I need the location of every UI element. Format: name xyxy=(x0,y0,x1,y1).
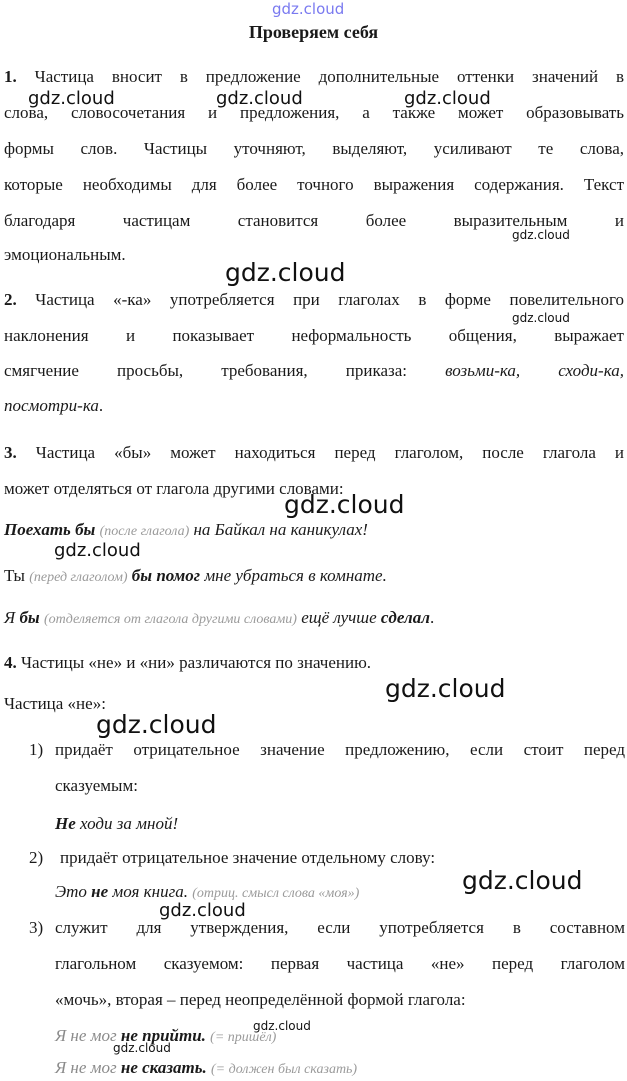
p4-number: 4. xyxy=(4,653,17,672)
p4-item-3-line-2: глагольном сказуемом: первая частица «не» перед глаголом xyxy=(55,954,625,973)
watermark: gdz.cloud xyxy=(512,311,570,325)
p2-line-2: наклонения и показывает неформальность общения, выражает xyxy=(4,326,624,345)
p4-item-2-example: Это не моя книга. (отриц. смысл слова «моя») xyxy=(55,882,360,901)
p4-line-1: 4. Частицы «не» и «ни» различаются по значению. xyxy=(4,653,372,672)
p4-item-3-example-1: Я не мог не прийти. (= пришёл) xyxy=(55,1026,277,1045)
p4-item-1-example: Не ходи за мной! xyxy=(55,814,179,833)
watermark: gdz.cloud xyxy=(512,228,570,242)
p2-line-3: смягчение просьбы, требования, приказа: возьми-ка, сходи-ка, xyxy=(4,361,624,380)
watermark: gdz.cloud xyxy=(253,1019,311,1033)
p3-number: 3. xyxy=(4,443,17,462)
p4-item-3-number: 3) xyxy=(29,918,44,937)
watermark: gdz.cloud xyxy=(225,258,346,287)
p4-item-2-line-1: придаёт отрицательное значение отдельному слову: xyxy=(60,848,436,867)
p2-number: 2. xyxy=(4,290,17,309)
p3-example-1: Поехать бы (после глагола) на Байкал на каникулах! xyxy=(4,520,368,539)
p1-line-2: слова, словосочетания и предложения, а также может образовывать xyxy=(4,103,624,122)
watermark-top: gdz.cloud xyxy=(272,0,345,18)
page-title: Проверяем себя xyxy=(248,22,379,42)
watermark: gdz.cloud xyxy=(54,540,141,561)
p4-sub: Частица «не»: xyxy=(4,694,106,713)
p4-item-3-line-1: служит для утверждения, если употребляется в составном xyxy=(55,918,625,937)
p1-number: 1. xyxy=(4,67,17,86)
p1-line-6: эмоциональным. xyxy=(4,245,126,264)
watermark: gdz.cloud xyxy=(385,674,506,703)
watermark: gdz.cloud xyxy=(113,1041,171,1055)
p3-example-3: Я бы (отделяется от глагола другими словами) ещё лучше сделал. xyxy=(4,608,435,627)
p4-item-3-line-3: «мочь», вторая – перед неопределённой формой глагола: xyxy=(55,990,466,1009)
p1-line-3: формы слов. Частицы уточняют, выделяют, усиливают те слова, xyxy=(4,139,624,158)
p4-item-2-number: 2) xyxy=(29,848,44,867)
p2-line-1: 2. Частица «-ка» употребляется при глаголах в форме повелительного xyxy=(4,290,625,309)
p3-line-1: 3. Частица «бы» может находиться перед глаголом, после глагола и xyxy=(4,443,625,462)
p3-line-2: может отделяться от глагола другими словами: xyxy=(4,479,344,498)
watermark: gdz.cloud xyxy=(216,88,303,109)
watermark: gdz.cloud xyxy=(96,710,217,739)
p4-item-3-example-2: Я не мог не сказать. (= должен был сказать) xyxy=(55,1058,358,1077)
watermark: gdz.cloud xyxy=(462,866,583,895)
p1-line-5: благодаря частицам становится более выразительным и xyxy=(4,211,624,230)
p4-item-1-number: 1) xyxy=(29,740,44,759)
watermark: gdz.cloud xyxy=(159,900,246,921)
p4-item-1-line-1: придаёт отрицательное значение предложению, если стоит перед xyxy=(55,740,625,759)
p2-line-4: посмотри-ка. xyxy=(4,396,104,415)
p3-example-2: Ты (перед глаголом) бы помог мне убраться в комнате. xyxy=(4,566,387,585)
p1-line-1: 1. Частица вносит в предложение дополнительные оттенки значений в xyxy=(4,67,625,86)
p1-line-4: которые необходимы для более точного выражения содержания. Текст xyxy=(4,175,624,194)
watermark: gdz.cloud xyxy=(284,490,405,519)
p4-item-1-line-2: сказуемым: xyxy=(55,776,138,795)
watermark: gdz.cloud xyxy=(28,88,115,109)
watermark: gdz.cloud xyxy=(404,88,491,109)
